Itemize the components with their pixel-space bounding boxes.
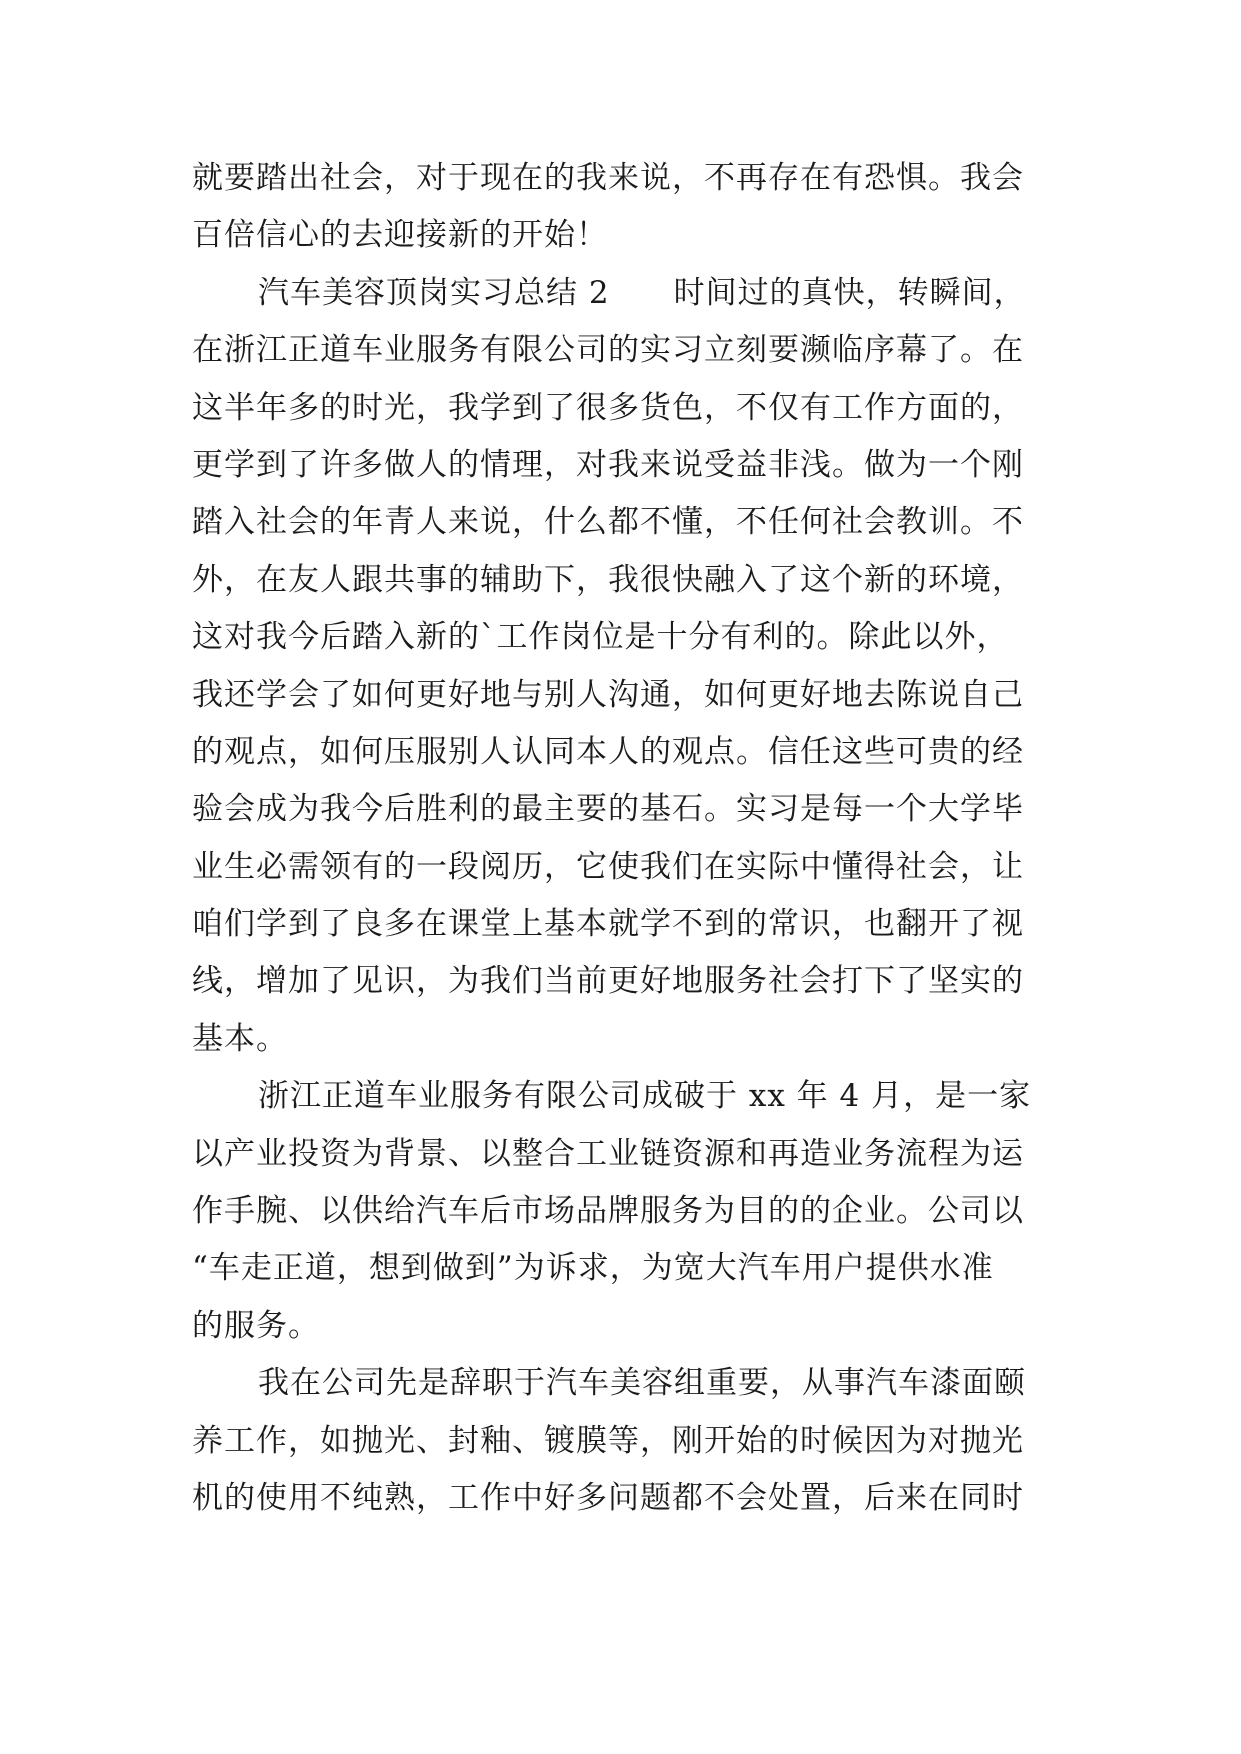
text-line: 更学到了许多做人的情理，对我来说受益非浅。做为一个刚: [192, 446, 1024, 483]
text-line: 这半年多的时光，我学到了很多货色，不仅有工作方面的，: [192, 389, 1024, 426]
text-line: 汽车美容顶岗实习总结 2 时间过的真快，转瞬间，: [258, 274, 1026, 311]
text-line: 作手腕、以供给汽车后市场品牌服务为目的的企业。公司以: [192, 1193, 1024, 1230]
text-line: 这对我今后踏入新的`工作岗位是十分有利的。除此以外，: [192, 619, 1009, 656]
text-line: 的观点，如何压服别人认同本人的观点。信任这些可贵的经: [192, 733, 1024, 770]
text-line: 我在公司先是辞职于汽车美容组重要，从事汽车漆面颐: [258, 1365, 1026, 1402]
text-line: 浙江正道车业服务有限公司成破于 xx 年 4 月，是一家: [258, 1078, 1032, 1115]
text-line: 的服务。: [192, 1307, 320, 1344]
text-line: 验会成为我今后胜利的最主要的基石。实习是每一个大学毕: [192, 791, 1024, 828]
text-line: 线，增加了见识，为我们当前更好地服务社会打下了坚实的: [192, 963, 1024, 1000]
text-line: 基本。: [192, 1020, 288, 1057]
text-line: 外，在友人跟共事的辅助下，我很快融入了这个新的环境，: [192, 561, 1024, 598]
text-line: 百倍信心的去迎接新的开始！: [192, 217, 608, 254]
text-line: 咱们学到了良多在课堂上基本就学不到的常识，也翻开了视: [192, 906, 1024, 943]
text-line: 我还学会了如何更好地与别人沟通，如何更好地去陈说自己: [192, 676, 1024, 713]
text-line: 以产业投资为背景、以整合工业链资源和再造业务流程为运: [192, 1135, 1024, 1172]
text-line: 业生必需领有的一段阅历，它使我们在实际中懂得社会，让: [192, 848, 1024, 885]
text-line: 养工作，如抛光、封釉、镀膜等，刚开始的时候因为对抛光: [192, 1422, 1024, 1459]
text-line: 在浙江正道车业服务有限公司的实习立刻要濒临序幕了。在: [192, 332, 1024, 369]
text-line: 就要踏出社会，对于现在的我来说，不再存在有恐惧。我会: [192, 160, 1024, 196]
text-line: 踏入社会的年青人来说，什么都不懂，不任何社会教训。不: [192, 504, 1024, 541]
text-line: “车走正道，想到做到”为诉求，为宽大汽车用户提供水准: [192, 1250, 994, 1287]
text-line: 机的使用不纯熟，工作中好多问题都不会处置，后来在同时: [192, 1479, 1024, 1516]
document-body: [192, 150, 1062, 1527]
